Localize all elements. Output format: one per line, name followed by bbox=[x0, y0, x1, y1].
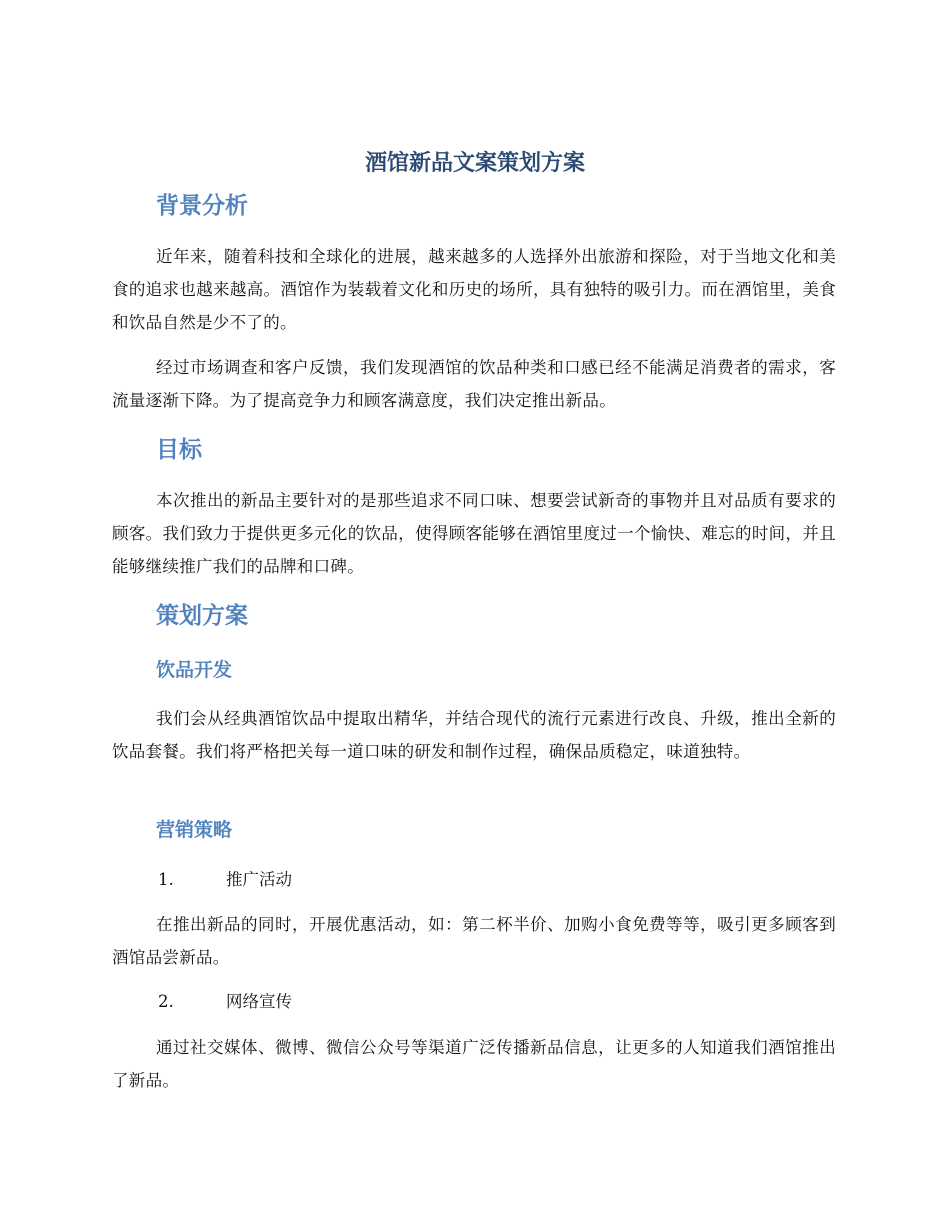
paragraph-drinks: 我们会从经典酒馆饮品中提取出精华，并结合现代的流行元素进行改良、升级，推出全新的饮品套餐。我们将严格把关每一道口味的研发和制作过程，确保品质稳定，味道独特。 bbox=[112, 709, 836, 761]
heading-goal: 目标 bbox=[156, 437, 202, 463]
subheading-drinks: 饮品开发 bbox=[156, 659, 233, 681]
list-number: 1. bbox=[158, 870, 174, 889]
paragraph-goal: 本次推出的新品主要针对的是那些追求不同口味、想要尝试新奇的事物并且对品质有要求的顾客。我们致力于提供更多元化的饮品，使得顾客能够在酒馆里度过一个愉快、难忘的时间，并且能够继续推广我们的品牌和口碑。 bbox=[112, 491, 836, 576]
heading-plan: 策划方案 bbox=[156, 603, 248, 629]
subheading-marketing: 营销策略 bbox=[156, 819, 233, 841]
paragraph-background-1: 近年来，随着科技和全球化的进展，越来越多的人选择外出旅游和探险，对于当地文化和美食的追求也越来越高。酒馆作为装载着文化和历史的场所，具有独特的吸引力。而在酒馆里，美食和饮品自然是少不了的。 bbox=[112, 247, 836, 332]
paragraph-online: 通过社交媒体、微博、微信公众号等渠道广泛传播新品信息，让更多的人知道我们酒馆推出了新品。 bbox=[112, 1038, 836, 1090]
paragraph-promotion: 在推出新品的同时，开展优惠活动，如：第二杯半价、加购小食免费等等，吸引更多顾客到酒馆品尝新品。 bbox=[112, 915, 836, 967]
heading-background: 背景分析 bbox=[156, 193, 248, 219]
list-number: 2. bbox=[158, 992, 174, 1011]
list-label: 推广活动 bbox=[226, 870, 292, 889]
document-title: 酒馆新品文案策划方案 bbox=[364, 151, 585, 176]
paragraph-background-2: 经过市场调查和客户反馈，我们发现酒馆的饮品种类和口感已经不能满足消费者的需求，客流量逐渐下降。为了提高竞争力和顾客满意度，我们决定推出新品。 bbox=[112, 358, 836, 410]
list-item-promotion bbox=[158, 866, 292, 894]
list-label: 网络宣传 bbox=[226, 992, 292, 1011]
list-item-online bbox=[158, 988, 292, 1016]
